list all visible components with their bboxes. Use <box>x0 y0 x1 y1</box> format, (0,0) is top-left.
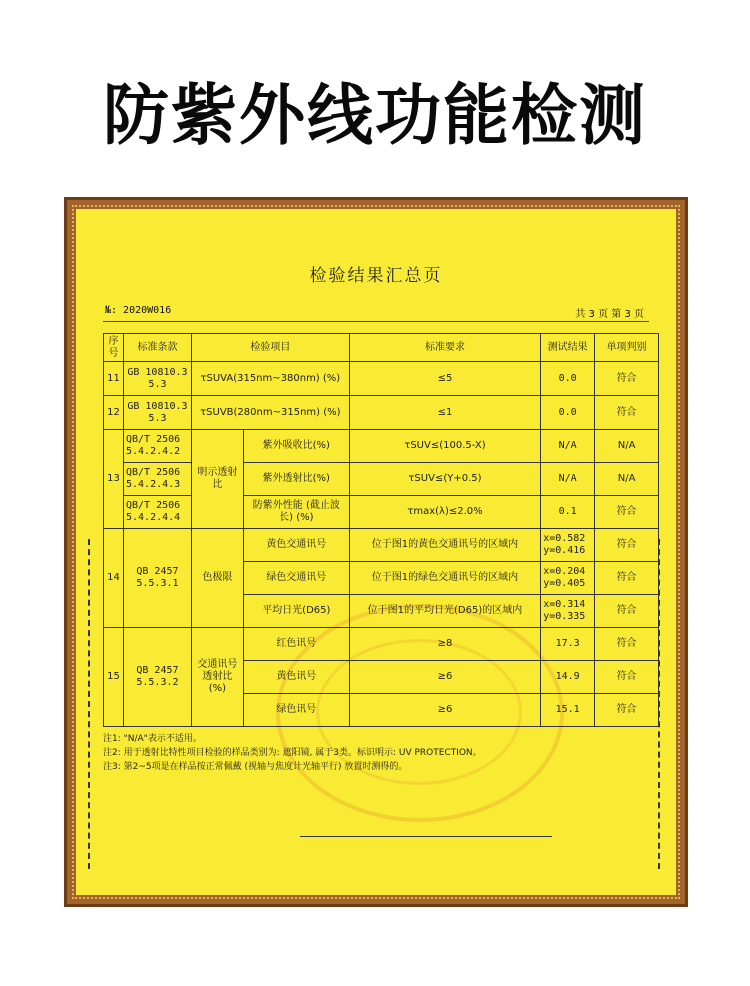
row-requirement: 位于图1的平均日光(D65)的区域内 <box>349 595 540 628</box>
document-number: №: 2020W016 <box>105 305 172 316</box>
result-x: x=0.582 <box>543 533 586 544</box>
row-clause: QB 2457 5.5.3.2 <box>123 628 191 727</box>
row-verdict: 符合 <box>595 529 659 562</box>
row-clause: QB 2457 5.5.3.1 <box>123 529 191 628</box>
row-seq: 13 <box>104 430 124 529</box>
result-x: x=0.314 <box>543 599 586 610</box>
results-table <box>103 333 659 727</box>
notes-block <box>103 732 482 774</box>
row-verdict: N/A <box>595 430 659 463</box>
row-verdict: 符合 <box>595 396 659 430</box>
table-row <box>104 529 659 562</box>
result-y: y=0.335 <box>543 611 586 622</box>
title-rule <box>103 321 649 322</box>
row-requirement: τmax(λ)≤2.0% <box>349 496 540 529</box>
row-seq: 15 <box>104 628 124 727</box>
header-requirement: 标准要求 <box>349 334 540 362</box>
row-item: 绿色讯号 <box>243 694 349 727</box>
header-result: 测试结果 <box>541 334 595 362</box>
row-group: 交通讯号透射比(%) <box>191 628 243 727</box>
row-clause: QB/T 2506 5.4.2.4.3 <box>123 463 191 496</box>
page-info: 共 3 页 第 3 页 <box>575 309 644 320</box>
row-requirement: ≤1 <box>349 396 540 430</box>
row-item: 防紫外性能 (截止波长) (%) <box>243 496 349 529</box>
table-header-row <box>104 334 659 362</box>
document-title: 检验结果汇总页 <box>309 266 443 286</box>
row-item: 平均日光(D65) <box>243 595 349 628</box>
row-verdict: 符合 <box>595 628 659 661</box>
row-verdict: N/A <box>595 463 659 496</box>
row-item: 紫外透射比(%) <box>243 463 349 496</box>
row-item: 黄色交通讯号 <box>243 529 349 562</box>
row-verdict: 符合 <box>595 562 659 595</box>
row-item: 黄色讯号 <box>243 661 349 694</box>
row-item: 紫外吸收比(%) <box>243 430 349 463</box>
row-item: 绿色交通讯号 <box>243 562 349 595</box>
table-row <box>104 496 659 529</box>
row-result <box>541 529 595 562</box>
row-clause: GB 10810.3 5.3 <box>123 362 191 396</box>
table-row <box>104 430 659 463</box>
row-group: 明示透射比 <box>191 430 243 529</box>
row-result: N/A <box>541 430 595 463</box>
row-clause: QB/T 2506 5.4.2.4.4 <box>123 496 191 529</box>
row-result <box>541 595 595 628</box>
table-row <box>104 628 659 661</box>
row-item: τSUVB(280nm~315nm) (%) <box>191 396 349 430</box>
row-requirement: τSUV≤(Y+0.5) <box>349 463 540 496</box>
page-headline: 防紫外线功能检测 <box>103 77 647 154</box>
row-clause: QB/T 2506 5.4.2.4.2 <box>123 430 191 463</box>
note-1: 注1: "N/A"表示不适用。 <box>103 734 202 744</box>
result-y: y=0.405 <box>543 578 586 589</box>
certificate-paper <box>76 209 676 895</box>
row-result: N/A <box>541 463 595 496</box>
row-clause: GB 10810.3 5.3 <box>123 396 191 430</box>
row-requirement: ≤5 <box>349 362 540 396</box>
row-requirement: ≥6 <box>349 694 540 727</box>
row-requirement: ≥6 <box>349 661 540 694</box>
row-verdict: 符合 <box>595 496 659 529</box>
row-item: τSUVA(315nm~380nm) (%) <box>191 362 349 396</box>
header-clause: 标准条款 <box>123 334 191 362</box>
table-row <box>104 463 659 496</box>
row-seq: 14 <box>104 529 124 628</box>
row-requirement: 位于图1的黄色交通讯号的区域内 <box>349 529 540 562</box>
row-result: 17.3 <box>541 628 595 661</box>
row-item: 红色讯号 <box>243 628 349 661</box>
row-result: 14.9 <box>541 661 595 694</box>
row-result: 0.0 <box>541 362 595 396</box>
header-seq: 序号 <box>104 334 124 362</box>
row-verdict: 符合 <box>595 661 659 694</box>
row-result: 0.0 <box>541 396 595 430</box>
row-result: 15.1 <box>541 694 595 727</box>
table-row <box>104 362 659 396</box>
row-verdict: 符合 <box>595 694 659 727</box>
row-verdict: 符合 <box>595 595 659 628</box>
row-group: 色极限 <box>191 529 243 628</box>
certificate-frame <box>64 197 688 907</box>
row-requirement: 位于图1的绿色交通讯号的区域内 <box>349 562 540 595</box>
row-seq: 11 <box>104 362 124 396</box>
row-verdict: 符合 <box>595 362 659 396</box>
result-x: x=0.204 <box>543 566 586 577</box>
row-requirement: ≥8 <box>349 628 540 661</box>
row-result <box>541 562 595 595</box>
row-result: 0.1 <box>541 496 595 529</box>
table-row <box>104 396 659 430</box>
result-y: y=0.416 <box>543 545 586 556</box>
signature-line <box>300 836 552 837</box>
binding-marks-left <box>88 539 94 869</box>
row-seq: 12 <box>104 396 124 430</box>
header-verdict: 单项判别 <box>595 334 659 362</box>
note-3: 注3: 第2~5项是在样品按正常佩戴 (视轴与焦度计光轴平行) 放置时测得的。 <box>103 762 408 772</box>
header-item: 检验项目 <box>191 334 349 362</box>
note-2: 注2: 用于透射比特性项目检验的样品类别为: 遮阳镜, 属于3类。标识明示: UV PROTECTION。 <box>103 748 482 758</box>
row-requirement: τSUV≤(100.5-X) <box>349 430 540 463</box>
